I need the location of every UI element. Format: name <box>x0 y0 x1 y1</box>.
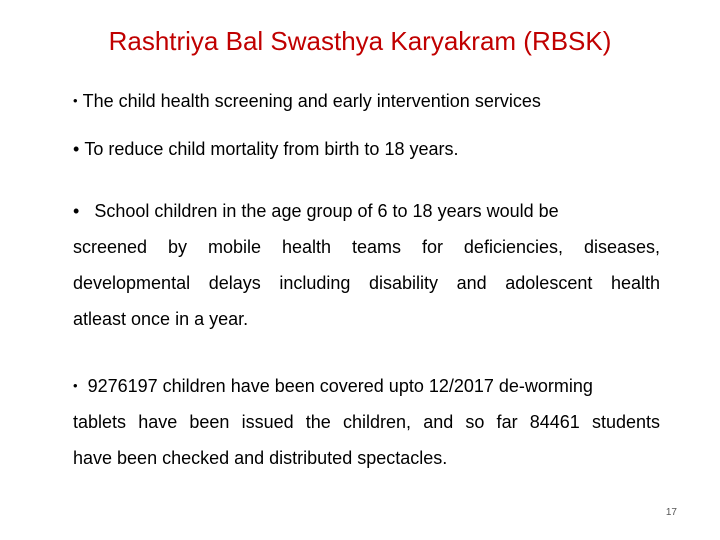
bullet-text: To reduce child mortality from birth to 18 years. <box>84 139 459 159</box>
bullet-text: 9276197 children have been covered upto 12/2017 de-worming <box>87 376 593 396</box>
bullet-item <box>73 193 660 337</box>
bullet-text: The child health screening and early intervention services <box>82 91 541 111</box>
bullet-line: atleast once in a year. <box>73 309 249 329</box>
bullet-item <box>73 368 660 476</box>
bullet-item <box>73 136 660 162</box>
bullet-line: screened by mobile health teams for deficiencies, diseases, <box>73 237 660 257</box>
bullet-item <box>73 88 660 114</box>
bullet-text: School children in the age group of 6 to 18 years would be <box>94 201 559 221</box>
bullet-line: developmental delays including disability and adolescent health <box>73 273 660 293</box>
bullet-line <box>73 136 660 162</box>
bullet-marker: • <box>73 378 78 393</box>
bullet-line: tablets have been issued the children, and so far 84461 students <box>73 412 660 432</box>
page-number: 17 <box>665 507 677 518</box>
bullet-marker: • <box>73 139 80 159</box>
bullet-line: have been checked and distributed spectacles. <box>73 448 448 468</box>
bullet-marker: • <box>73 201 80 221</box>
bullet-marker: • <box>73 93 78 108</box>
bullet-line <box>73 88 660 114</box>
bullet-line <box>73 193 660 229</box>
slide-title: Rashtriya Bal Swasthya Karyakram (RBSK) <box>108 26 612 56</box>
bullet-line <box>73 368 660 404</box>
